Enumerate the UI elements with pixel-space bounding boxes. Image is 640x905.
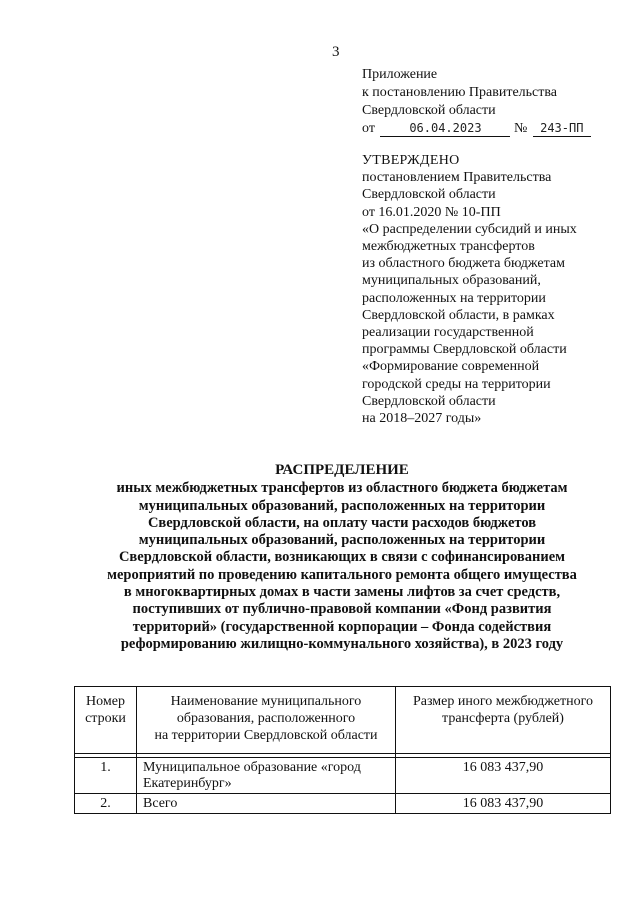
subtitle-line: Свердловской области, возникающих в связи с софинансированием <box>118 549 566 566</box>
approved-line: Свердловской области <box>362 393 496 409</box>
subtitle-line: муниципальных образований, расположенных на территории <box>138 497 546 514</box>
subtitle-line: поступивших от публично-правовой компании «Фонд развития <box>132 601 552 618</box>
subtitle-line: Свердловской области, на оплату части расходов бюджетов <box>147 514 537 531</box>
municipality-name: Муниципальное образование «город Екатеринбург» <box>137 758 396 794</box>
approved-line: Свердловской области, в рамках <box>362 307 555 323</box>
appendix-date: 06.04.2023 <box>380 120 510 137</box>
appendix-line-2: к постановлению Правительства <box>362 85 558 100</box>
header-row-number <box>75 687 137 754</box>
approved-line: «Формирование современной <box>362 359 540 375</box>
approved-line: реализации государственной <box>362 325 534 341</box>
approved-line: межбюджетных трансфертов <box>362 239 535 255</box>
header-text: Размер иного межбюджетного <box>412 694 594 709</box>
approved-line: из областного бюджета бюджетам <box>362 256 565 272</box>
approved-line: городской среды на территории <box>362 376 551 392</box>
subtitle-line: в многоквартирных домах в части замены лифтов за счет средств, <box>123 584 561 601</box>
date-prefix: от <box>362 121 375 136</box>
appendix-date-line <box>362 120 622 138</box>
header-text: трансферта (рублей) <box>442 711 564 726</box>
header-text: на территории Свердловской области <box>154 728 378 743</box>
header-text: Наименование муниципального <box>170 694 362 709</box>
row-number: 1. <box>75 758 137 794</box>
header-text: Номер <box>86 694 125 709</box>
header-text: образования, расположенного <box>176 711 356 726</box>
approved-line: постановлением Правительства <box>362 170 552 186</box>
distribution-table <box>74 686 611 814</box>
approved-line: на 2018–2027 годы» <box>362 411 482 427</box>
appendix-block <box>362 66 622 138</box>
appendix-line-3: Свердловской области <box>362 103 496 118</box>
approved-block <box>362 152 622 427</box>
document-heading <box>100 462 584 653</box>
appendix-line-1: Приложение <box>362 67 438 82</box>
table-row <box>75 758 611 794</box>
approved-line: Свердловской области <box>362 187 496 203</box>
appendix-number: 243-ПП <box>533 120 591 137</box>
subtitle-line: территорий» (государственной корпорации – Фонда содействия <box>132 618 552 635</box>
approved-line: муниципальных образований, <box>362 273 541 289</box>
transfer-amount: 16 083 437,90 <box>396 794 611 814</box>
approved-heading: УТВЕРЖДЕНО <box>362 153 460 168</box>
page-number: 3 <box>332 44 340 60</box>
document-title: РАСПРЕДЕЛЕНИЕ <box>275 462 409 478</box>
row-number: 2. <box>75 794 137 814</box>
header-text: строки <box>85 711 126 726</box>
approved-line: «О распределении субсидий и иных <box>362 221 577 237</box>
header-amount <box>396 687 611 754</box>
table-row-total <box>75 794 611 814</box>
approved-line: программы Свердловской области <box>362 342 567 358</box>
transfer-amount: 16 083 437,90 <box>396 758 611 794</box>
municipality-name: Всего <box>137 794 396 814</box>
table-header-row <box>75 687 611 754</box>
approved-line: расположенных на территории <box>362 290 546 306</box>
subtitle-line: иных межбюджетных трансфертов из областного бюджета бюджетам <box>116 480 568 497</box>
subtitle-line: реформированию жилищно-коммунального хозяйства), в 2023 году <box>120 635 564 652</box>
number-prefix: № <box>513 121 528 136</box>
header-municipality <box>137 687 396 754</box>
approved-line: от 16.01.2020 № 10-ПП <box>362 204 501 220</box>
subtitle-line: муниципальных образований, расположенных на территории <box>138 532 546 549</box>
subtitle-line: мероприятий по проведению капитального ремонта общего имущества <box>107 566 577 583</box>
